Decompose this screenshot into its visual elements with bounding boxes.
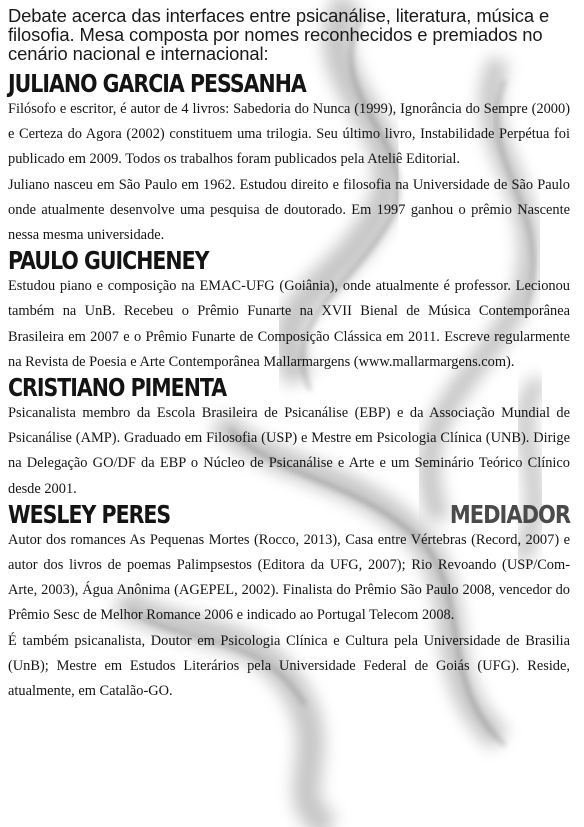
- speaker-block-paulo: [8, 248, 570, 375]
- speaker-name: CRISTIANO PIMENTA: [8, 373, 227, 403]
- speaker-bio-paragraph: Juliano nasceu em São Paulo em 1962. Estudou direito e filosofia na Universidade de São Paulo onde atualmente desenvolve uma pesquisa de doutorado. Em 1997 ganhou o prêmio Nascente nessa mesma universidade.: [8, 176, 570, 244]
- speaker-bio-paragraph: Psicanalista membro da Escola Brasileira de Psicanálise (EBP) e da Associação Mundial de Psicanálise (AMP). Graduado em Filosofia (USP) e Mestre em Psicologia Clínica (UNB). Dirige na Delegação GO/DF da EBP o Núcleo de Psicanálise e Arte e um Seminário Teórico Clínico desde 2001.: [8, 405, 570, 497]
- speaker-bio-paragraph: Filósofo e escritor, é autor de 4 livros: Sabedoria do Nunca (1999), Ignorância do Sempre (2000) e Certeza do Agora (2002) constituem uma trilogia. Seu último livro, Instabilidade Perpétua foi publicado em 2009. Todos os trabalhos foram publicados pela Ateliê Editorial.: [8, 101, 570, 168]
- speaker-block-cristiano: [8, 375, 570, 502]
- speaker-block-juliano: [8, 71, 570, 248]
- speaker-bio-paragraph: Estudou piano e composição na EMAC-UFG (Goiânia), onde atualmente é professor. Lecionou também na UnB. Recebeu o Prêmio Funarte na XVII Bienal de Música Contemporânea Brasileira em 2007 e o Prêmio Funarte de Composição Clássica em 2011. Escreve regularmente na Revista de Poesia e Arte Contemporânea Mallarmargens (www.mallarmargens.com).: [8, 278, 570, 370]
- speaker-name: WESLEY PERES: [8, 499, 171, 529]
- flyer-content: [8, 6, 570, 704]
- intro-text: Debate acerca das interfaces entre psicanálise, literatura, música e filosofia. Mesa composta por nomes reconhecidos e premiados no cenário nacional e internacional:: [8, 5, 550, 64]
- mediator-label: MEDIADOR: [449, 499, 570, 529]
- speaker-name: JULIANO GARCIA PESSANHA: [8, 69, 306, 98]
- speaker-bio-paragraph: Autor dos romances As Pequenas Mortes (Rocco, 2013), Casa entre Vértebras (Record, 2007) e autor dos livros de poemas Palimpsestos (Editora da UFG, 2007); Rio Revoando (USP/Com-Arte, 2003), Água Anônima (AGEPEL, 2002). Finalista do Prêmio São Paulo 2008, vencedor do Prêmio Sesc de Melhor Romance 2006 e indicado ao Portugal Telecom 2008.: [8, 531, 570, 624]
- speaker-name: PAULO GUICHENEY: [8, 246, 209, 276]
- speaker-heading-row: [8, 499, 570, 529]
- speaker-bio-paragraph: É também psicanalista, Doutor em Psicologia Clínica e Cultura pela Universidade de Brasilia (UnB); Mestre em Estudos Literários pela Universidade Federal de Goiás (UFG). Reside, atualmente, em Catalão-GO.: [8, 632, 570, 700]
- speaker-block-wesley: [8, 499, 570, 704]
